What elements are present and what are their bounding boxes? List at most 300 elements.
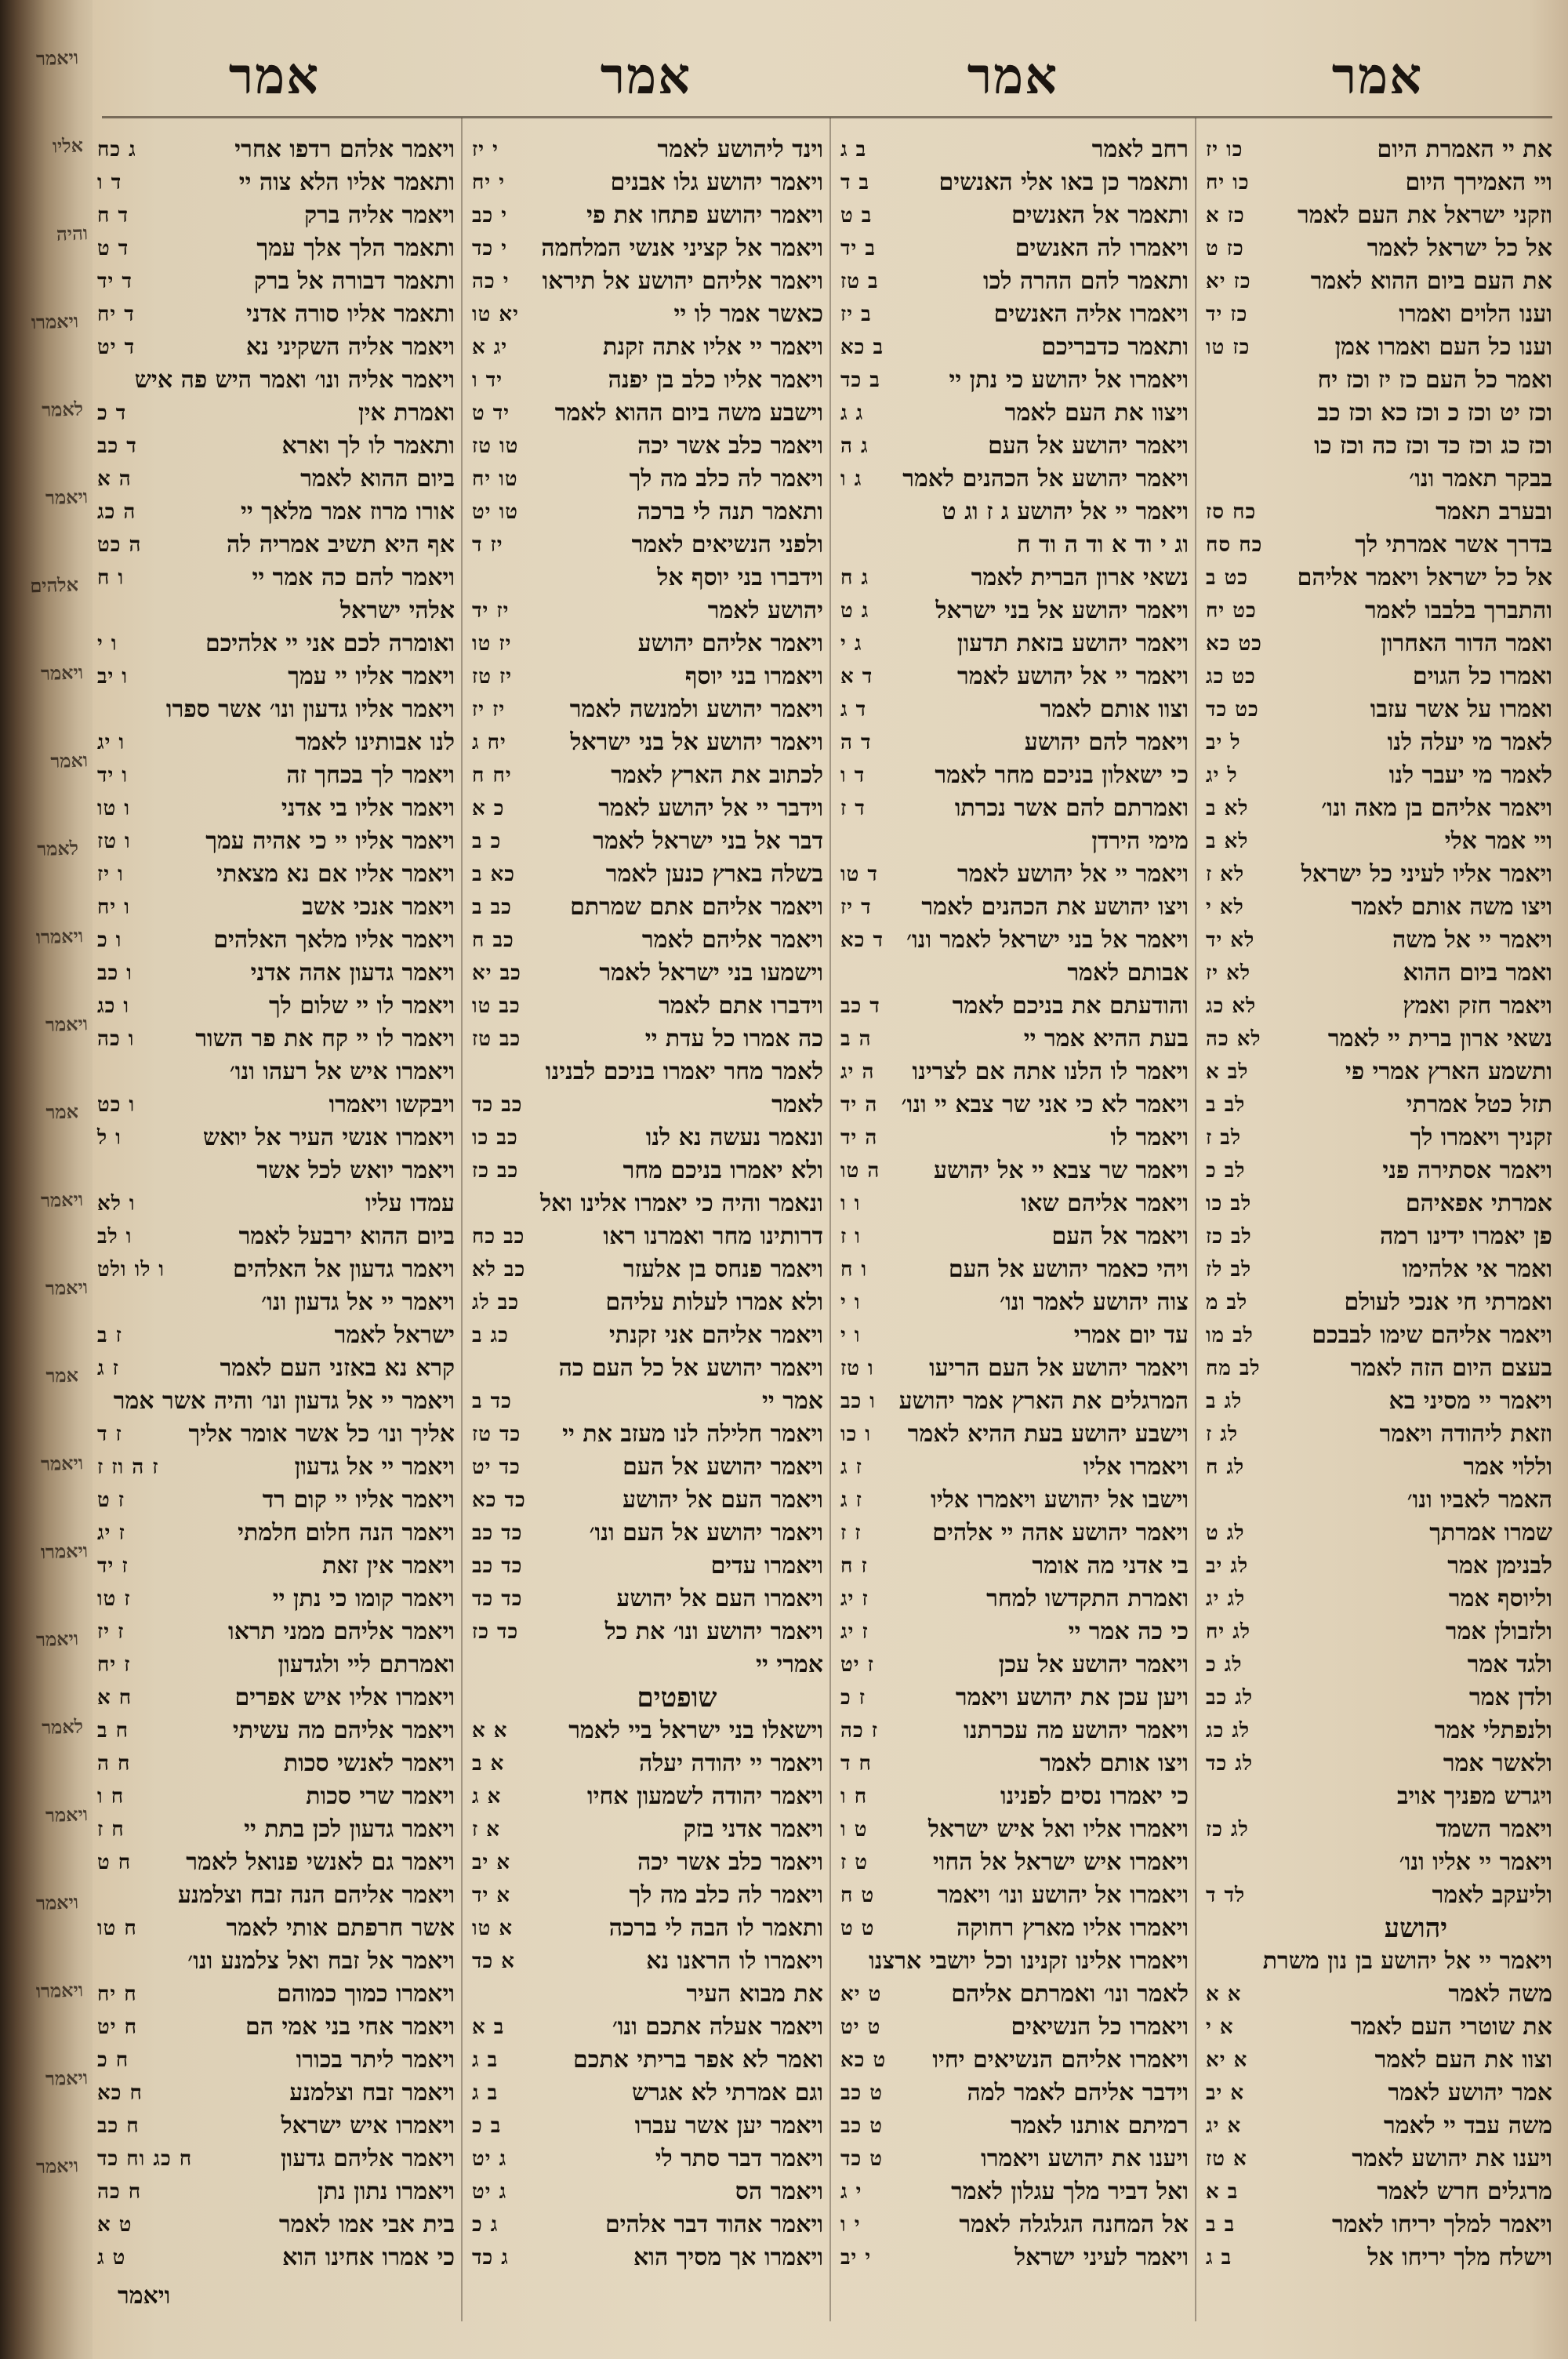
concordance-entry xyxy=(469,430,823,463)
verse-reference: ז יד xyxy=(97,1554,129,1578)
verse-reference: כד כב xyxy=(472,1521,523,1545)
entry-text: ויאמרו אל יהושע ונו׳ ויאמר xyxy=(937,1881,1189,1909)
concordance-entry xyxy=(837,2208,1189,2241)
concordance-entry xyxy=(469,1747,823,1780)
concordance-entry xyxy=(469,759,823,792)
verse-reference: א א xyxy=(1206,1983,1242,2006)
verse-reference: ט כא xyxy=(840,2048,887,2072)
concordance-entry xyxy=(94,1681,455,1714)
verse-reference: ד ג xyxy=(840,698,867,722)
entry-text: ויאמרו אליו xyxy=(1083,1453,1189,1481)
entry-text: ויאמר הס xyxy=(735,2178,823,2205)
concordance-entry xyxy=(94,759,455,792)
entry-text: ויאמר אליהם בן מאה ונו׳ xyxy=(1321,794,1552,822)
concordance-entry xyxy=(94,1813,455,1846)
concordance-entry xyxy=(94,1879,455,1912)
concordance-entry xyxy=(469,1286,823,1319)
entry-text: ויאמרו לו הראנו נא xyxy=(646,1947,823,1975)
verse-reference: לב כז xyxy=(1206,1225,1252,1249)
catchword: ויאמר xyxy=(118,2282,171,2310)
concordance-entry xyxy=(469,1187,823,1220)
entry-text: ויאמרו אל יהושע כי נתן יי xyxy=(949,366,1189,394)
entry-text: ויאמר אליהם לאמר xyxy=(641,926,823,954)
concordance-entry xyxy=(1203,1385,1552,1418)
entry-text: ויאמר יהושע אהה יי אלהים xyxy=(932,1519,1189,1547)
concordance-entry xyxy=(837,660,1189,693)
verse-reference: כט כד xyxy=(1206,698,1259,722)
concordance-entry xyxy=(94,1089,455,1121)
verse-reference: ו י xyxy=(840,1291,861,1314)
entry-text: וכז כג וכז כד וכז כה וכז כו xyxy=(1314,432,1552,460)
entry-text: אמרתי אפאיהם xyxy=(1405,1190,1552,1217)
entry-text: ויענו את יהושע ויאמרו xyxy=(981,2145,1189,2172)
verse-reference: ו יב xyxy=(97,665,129,689)
entry-text: ויאמר לה כלב מה לך xyxy=(629,465,823,493)
verse-reference: ז יג xyxy=(97,1521,125,1545)
verse-reference: ה יד xyxy=(840,1126,878,1150)
concordance-entry xyxy=(94,693,455,726)
concordance-entry xyxy=(1203,1945,1552,1978)
concordance-entry xyxy=(94,2044,455,2077)
verse-reference: כט כא xyxy=(1206,632,1262,656)
verse-reference: ח ט xyxy=(97,1851,132,1874)
left-page-fragment: ויאמר xyxy=(40,1187,84,1212)
concordance-entry xyxy=(837,726,1189,759)
entry-text: ויאמר יי אל גדעון ונו׳ xyxy=(261,1289,455,1316)
concordance-entry xyxy=(469,1945,823,1978)
concordance-entry xyxy=(469,1089,823,1121)
verse-reference: ח ו xyxy=(840,1785,868,1808)
concordance-entry xyxy=(1203,693,1552,726)
verse-reference: ח יט xyxy=(97,2016,137,2039)
concordance-entry xyxy=(1203,1220,1552,1253)
concordance-entry xyxy=(94,1616,455,1648)
entry-text: ויאמר יען אשר עברו xyxy=(634,2112,823,2139)
verse-reference: ד ה xyxy=(840,731,872,754)
verse-reference: לד ד xyxy=(1206,1884,1246,1907)
entry-text: ויאמר יהושע ולמנשה לאמר xyxy=(569,696,823,723)
concordance-entry xyxy=(1203,430,1552,463)
verse-reference: לב מ xyxy=(1206,1291,1248,1314)
concordance-entry xyxy=(1203,1484,1552,1517)
entry-text: עמדו עליו xyxy=(365,1190,455,1217)
concordance-entry xyxy=(837,1286,1189,1319)
verse-reference: כט ב xyxy=(1206,566,1248,590)
concordance-entry xyxy=(469,1385,823,1418)
column-divider xyxy=(1195,118,1196,2321)
entry-text: בית אבי אמו לאמר xyxy=(278,2211,455,2238)
entry-text: ותשמע הארץ אמרי פי xyxy=(1345,1058,1552,1085)
verse-reference: ח טו xyxy=(97,1917,137,1940)
verse-reference: לג כג xyxy=(1206,1719,1250,1743)
concordance-entry xyxy=(469,1714,823,1747)
entry-text: ויצו יהושע את הכהנים לאמר xyxy=(921,893,1189,921)
entry-text: ויאמר אדני בזק xyxy=(683,1816,823,1843)
concordance-entry xyxy=(469,1056,823,1089)
concordance-entry xyxy=(1203,627,1552,660)
concordance-entry xyxy=(837,2044,1189,2077)
verse-reference: ז טו xyxy=(97,1587,131,1611)
concordance-entry xyxy=(837,825,1189,858)
concordance-entry xyxy=(469,2241,823,2274)
entry-text: ויאמר גדעון אהה אדני xyxy=(250,959,455,987)
verse-reference: ד יד xyxy=(97,270,132,293)
concordance-entry xyxy=(1203,1418,1552,1451)
verse-reference: א טו xyxy=(472,1917,514,1940)
left-page-fragment: אמר xyxy=(45,1363,79,1387)
left-page-fragment: ויאמרו xyxy=(35,924,84,949)
verse-reference: א יב xyxy=(1206,2081,1245,2105)
verse-reference: יח ח xyxy=(472,764,512,787)
verse-reference: ג יט xyxy=(472,2147,507,2171)
verse-reference: לב א xyxy=(1206,1060,1249,1084)
concordance-entry xyxy=(1203,1616,1552,1648)
entry-text: כי כה אמר יי xyxy=(1068,1618,1189,1645)
concordance-entry xyxy=(94,1583,455,1616)
concordance-entry xyxy=(469,496,823,529)
concordance-entry xyxy=(94,1780,455,1813)
concordance-entry xyxy=(837,792,1189,825)
entry-text: את שוטרי העם לאמר xyxy=(1350,2013,1552,2041)
entry-text: ויאמר לה כלב מה לך xyxy=(629,1881,823,1909)
entry-text: ויאמר אליו בי אדני xyxy=(281,794,455,822)
concordance-entry xyxy=(469,693,823,726)
verse-reference: יא טו xyxy=(472,303,519,326)
entry-text: ויענו את יהושע לאמר xyxy=(1352,2145,1552,2172)
verse-reference: לב כו xyxy=(1206,1192,1252,1216)
verse-reference: כב לא xyxy=(472,1258,526,1281)
entry-text: ולפני הנשיאים לאמר xyxy=(631,531,823,558)
entry-text: והודעתם את בניכם לאמר xyxy=(952,992,1189,1020)
verse-reference: כב לג xyxy=(472,1291,520,1314)
concordance-entry xyxy=(1203,726,1552,759)
column-divider xyxy=(829,118,831,2321)
entry-text: ויאמר יהושע אל העם ונו׳ xyxy=(589,1519,823,1547)
concordance-entry xyxy=(1203,1517,1552,1550)
concordance-entry xyxy=(1203,133,1552,166)
verse-reference: ז ב xyxy=(97,1324,122,1347)
concordance-entry xyxy=(1203,891,1552,924)
entry-text: ואמר הדור האחרון xyxy=(1381,630,1552,657)
verse-reference: כז יד xyxy=(1206,303,1248,326)
entry-text: את יי האמרת היום xyxy=(1377,136,1552,163)
verse-reference: כב טז xyxy=(472,1027,521,1051)
concordance-entry xyxy=(837,1879,1189,1912)
verse-reference: ז יז xyxy=(97,1620,125,1644)
concordance-entry xyxy=(1203,990,1552,1023)
verse-reference: ב יז xyxy=(840,303,872,326)
concordance-entry xyxy=(469,1220,823,1253)
verse-reference: יז טז xyxy=(472,665,513,689)
verse-reference: כב כו xyxy=(472,1126,518,1150)
entry-text: בבקר תאמר ונו׳ xyxy=(1409,465,1552,493)
verse-reference: ו כב xyxy=(840,1390,876,1413)
concordance-entry xyxy=(94,2110,455,2143)
concordance-entry xyxy=(837,2077,1189,2110)
verse-reference: כז יא xyxy=(1206,270,1251,293)
entry-text: ואמרת אין xyxy=(358,399,455,427)
verse-reference: ח ו xyxy=(97,1785,125,1808)
entry-text: לכתוב את הארץ לאמר xyxy=(611,761,823,789)
verse-reference: א יג xyxy=(1206,2114,1242,2138)
verse-reference: לג כד xyxy=(1206,1752,1254,1776)
entry-text: ויאמר יהושע ונו׳ את כל xyxy=(604,1618,823,1645)
verse-reference: ג כד xyxy=(472,2246,509,2270)
entry-text: ויאמר ליתר בכורו xyxy=(296,2046,455,2074)
concordance-entry xyxy=(94,825,455,858)
verse-reference: א י xyxy=(1206,2016,1234,2039)
verse-reference: ט ו xyxy=(840,1818,868,1841)
entry-text: וליוסף אמר xyxy=(1448,1585,1552,1612)
entry-text: ויאמר אליהם יהושע xyxy=(637,630,823,657)
concordance-entry xyxy=(837,693,1189,726)
verse-reference: ח כ xyxy=(97,2048,129,2072)
concordance-entry xyxy=(1203,1583,1552,1616)
concordance-entry xyxy=(469,1648,823,1681)
verse-reference: כד כא xyxy=(472,1488,526,1512)
concordance-entry xyxy=(1203,2077,1552,2110)
verse-reference: לג ט xyxy=(1206,1521,1245,1545)
entry-text: וענו הלוים ואמרו xyxy=(1399,300,1552,328)
concordance-entry xyxy=(1203,1780,1552,1813)
entry-text: לאמר ונו׳ ואמרתם אליהם xyxy=(951,1980,1189,2008)
verse-reference: ו לא xyxy=(97,1192,136,1216)
entry-text: וישבע יהושע בעת ההיא לאמר xyxy=(907,1420,1189,1448)
entry-text: לאמר מי יעבר לנו xyxy=(1388,761,1552,789)
concordance-entry xyxy=(94,792,455,825)
verse-reference: כג ב xyxy=(472,1324,509,1347)
column-divider xyxy=(461,118,463,2321)
concordance-entry xyxy=(837,858,1189,891)
concordance-entry xyxy=(469,298,823,331)
concordance-entry xyxy=(94,726,455,759)
entry-text: מימי הירדן xyxy=(1091,827,1189,855)
concordance-entry xyxy=(837,1945,1189,1978)
entry-text: ויאמר אליהם יהושע אל תיראו xyxy=(542,267,823,295)
verse-reference: ו כו xyxy=(840,1423,872,1446)
concordance-entry xyxy=(94,957,455,990)
verse-reference: ט יא xyxy=(840,1983,882,2006)
entry-text: ויצו אותם לאמר xyxy=(1040,1750,1189,1777)
verse-reference: ד ז xyxy=(840,797,866,820)
entry-text: ויאמר יהושע אל העם הריעו xyxy=(929,1354,1189,1382)
entry-text: עד יום אמרי xyxy=(1073,1321,1189,1349)
entry-text: וידבר אליהם לאמר למה xyxy=(967,2079,1189,2106)
verse-reference: יח ג xyxy=(472,731,506,754)
concordance-entry xyxy=(1203,1154,1552,1187)
concordance-entry xyxy=(94,1286,455,1319)
entry-text: בשלה בארץ כנען לאמר xyxy=(605,860,823,888)
verse-reference: א יא xyxy=(1206,2048,1248,2072)
concordance-entry xyxy=(94,1220,455,1253)
verse-reference: ד כ xyxy=(97,402,127,425)
entry-text: ויאמר אליו גדעון ונו׳ אשר ספרו xyxy=(165,696,455,723)
entry-text: ואמרו על אשר עזבו xyxy=(1370,696,1552,723)
verse-reference: כד טז xyxy=(472,1423,521,1446)
entry-text: וצוו את העם לאמר xyxy=(1374,2046,1552,2074)
verse-reference: כט יח xyxy=(1206,599,1257,623)
verse-reference: ו ל xyxy=(97,1126,122,1150)
concordance-entry xyxy=(837,562,1189,594)
entry-text: וזקני ישראל את העם לאמר xyxy=(1298,202,1552,229)
column-header: אמר xyxy=(228,47,321,106)
entry-text: ותאמר תנה לי ברכה xyxy=(637,498,823,525)
entry-text: ואל דביר מלך עגלון לאמר xyxy=(951,2178,1189,2205)
concordance-entry xyxy=(1203,2011,1552,2044)
concordance-entry xyxy=(94,232,455,265)
entry-text: ותאמר הלך אלך עמך xyxy=(256,234,455,262)
concordance-entry xyxy=(1203,1253,1552,1286)
verse-reference: ג ח xyxy=(840,566,869,590)
concordance-entry xyxy=(94,364,455,397)
concordance-entry xyxy=(837,1418,1189,1451)
entry-text: מרגלים חרש לאמר xyxy=(1377,2178,1552,2205)
verse-reference: כא ב xyxy=(472,863,515,886)
verse-reference: ו כב xyxy=(97,961,132,985)
entry-text: ויאמר פנחס בן אלעזר xyxy=(622,1256,823,1283)
entry-text: וכז יט וכז כ וכז כא וכז כב xyxy=(1317,399,1552,427)
entry-text: ויאמר אליו יי עמך xyxy=(288,663,455,690)
verse-reference: לב ז xyxy=(1206,1126,1241,1150)
verse-reference: לג כ xyxy=(1206,1653,1243,1677)
verse-reference: ח כא xyxy=(97,2081,143,2105)
concordance-entry xyxy=(94,1121,455,1154)
concordance-entry xyxy=(94,1187,455,1220)
entry-text: ויאמר יהושע בזאת תדעון xyxy=(956,630,1189,657)
concordance-entry xyxy=(469,1517,823,1550)
verse-reference: ו כה xyxy=(97,1027,135,1051)
entry-text: וישבו אל יהושע ויאמרו אליו xyxy=(931,1486,1189,1514)
concordance-entry xyxy=(837,1352,1189,1385)
concordance-entry xyxy=(94,1484,455,1517)
left-page-fragment: ויאמר xyxy=(35,45,79,71)
entry-text: ויאמר אל בני ישראל לאמר ונו׳ xyxy=(906,926,1189,954)
entry-text: ויאמר לו יי קח את פר השור xyxy=(195,1025,455,1052)
entry-text: ויי אמר אלי xyxy=(1444,827,1552,855)
entry-text: ויאמר לעיני ישראל xyxy=(1014,2244,1189,2271)
concordance-entry xyxy=(1203,199,1552,232)
concordance-entry xyxy=(837,199,1189,232)
entry-text: ויאמרו איש אל רעהו ונו׳ xyxy=(229,1058,455,1085)
entry-text: ויאמר שרי סכות xyxy=(306,1783,455,1810)
entry-text: ויאמר אליהם הנה זבח וצלמנע xyxy=(177,1881,455,1909)
verse-reference: לא כג xyxy=(1206,994,1257,1018)
verse-reference: ג י xyxy=(840,632,862,656)
entry-text: ביום ההוא לאמר xyxy=(300,465,455,493)
concordance-entry xyxy=(94,562,455,594)
concordance-entry xyxy=(837,265,1189,298)
verse-reference: ב ט xyxy=(840,204,873,227)
entry-text: ויאמר להם כה אמר יי xyxy=(252,564,455,591)
verse-reference: י ג xyxy=(840,2180,862,2204)
entry-text: את העם ביום ההוא לאמר xyxy=(1310,267,1552,295)
concordance-entry xyxy=(469,232,823,265)
entry-text: ויאמר יי אל משה xyxy=(1392,926,1552,954)
verse-reference: ח א xyxy=(97,1686,132,1710)
concordance-entry xyxy=(1203,1813,1552,1846)
left-page-fragment: ויאמר xyxy=(45,2066,89,2091)
verse-reference: כו יח xyxy=(1206,171,1250,194)
verse-reference: ג כ xyxy=(472,2213,499,2237)
entry-text: ויאמרו אך מסיך הוא xyxy=(633,2244,823,2271)
verse-reference: ו ח xyxy=(840,1258,868,1281)
concordance-entry xyxy=(837,1187,1189,1220)
verse-reference: כד כד xyxy=(472,1587,523,1611)
concordance-entry xyxy=(1203,2110,1552,2143)
verse-reference: ה א xyxy=(97,467,132,491)
concordance-entry xyxy=(469,1253,823,1286)
concordance-entry xyxy=(94,1023,455,1056)
verse-reference: ו י xyxy=(840,1324,861,1347)
left-page-fragment: ויאמר xyxy=(40,1451,84,1476)
verse-reference: יז יד xyxy=(472,599,510,623)
entry-text: אבותם לאמר xyxy=(1067,959,1189,987)
verse-reference: ב א xyxy=(1206,2180,1239,2204)
entry-text: ויאמר חזק ואמץ xyxy=(1403,992,1552,1020)
concordance-entry xyxy=(837,1154,1189,1187)
concordance-entry xyxy=(837,331,1189,364)
verse-reference: ד ו xyxy=(840,764,866,787)
concordance-entry xyxy=(1203,1879,1552,1912)
verse-reference: לא יד xyxy=(1206,929,1255,952)
entry-text: ויאמר יי מסיני בא xyxy=(1388,1387,1552,1415)
entry-text: ויאמר אליו אם נא מצאתי xyxy=(216,860,455,888)
left-page-fragment: ויאמר xyxy=(45,1275,89,1300)
concordance-entry xyxy=(94,1451,455,1484)
verse-reference: כב כח xyxy=(472,1225,525,1249)
entry-text: ואמר ביום ההוא xyxy=(1403,959,1552,987)
entry-text: ויאמרו אליהם הנשיאים יחיו xyxy=(932,2046,1189,2074)
entry-text: לאמר מחר יאמרו בניכם לבנינו xyxy=(545,1058,823,1085)
verse-reference: ב כ xyxy=(472,2114,502,2138)
verse-reference: לב מו xyxy=(1206,1324,1254,1347)
verse-reference: ז כה xyxy=(840,1719,878,1743)
verse-reference: ו ו xyxy=(840,1192,861,1216)
verse-reference: ו יג xyxy=(97,731,125,754)
verse-reference: ח כב xyxy=(97,2114,140,2138)
verse-reference: כד ב xyxy=(472,1390,512,1413)
left-page-fragment: ויאמר xyxy=(45,1802,89,1827)
concordance-entry xyxy=(837,1714,1189,1747)
verse-reference: ב ג xyxy=(1206,2246,1232,2270)
entry-text: אל כל ישראל לאמר xyxy=(1367,234,1552,262)
concordance-entry xyxy=(837,924,1189,957)
verse-reference: כז א xyxy=(1206,204,1245,227)
verse-reference: א טז xyxy=(1206,2147,1247,2171)
entry-text: ויצו משה אותם לאמר xyxy=(1351,893,1552,921)
verse-reference: ג ו xyxy=(840,467,862,491)
concordance-entry xyxy=(837,1681,1189,1714)
verse-reference: א ג xyxy=(472,1785,502,1808)
concordance-entry xyxy=(94,1714,455,1747)
entry-text: ויאמר יי אליו אתה זקנת xyxy=(603,333,823,361)
verse-reference: לג יח xyxy=(1206,1620,1250,1644)
concordance-entry xyxy=(1203,924,1552,957)
concordance-entry xyxy=(94,858,455,891)
concordance-entry xyxy=(837,1912,1189,1945)
entry-text: ויאמר לו xyxy=(1110,1124,1189,1151)
concordance-entry xyxy=(94,2175,455,2208)
entry-text: ויאמר יהושע אל בני ישראל xyxy=(570,729,823,756)
entry-text: ויאמר אליה השקיני נא xyxy=(245,333,455,361)
entry-text: וינד ליהושע לאמר xyxy=(657,136,823,163)
concordance-entry xyxy=(469,1813,823,1846)
entry-text: ויגרש מפניך אויב xyxy=(1396,1783,1552,1810)
entry-text: ונאמר נעשה נא לנו xyxy=(645,1124,823,1151)
entry-text: ויאמר יהושע אל הכהנים לאמר xyxy=(902,465,1189,493)
concordance-entry xyxy=(1203,2143,1552,2175)
entry-text: ויאמר אליה ונו׳ ואמר היש פה איש xyxy=(134,366,455,394)
